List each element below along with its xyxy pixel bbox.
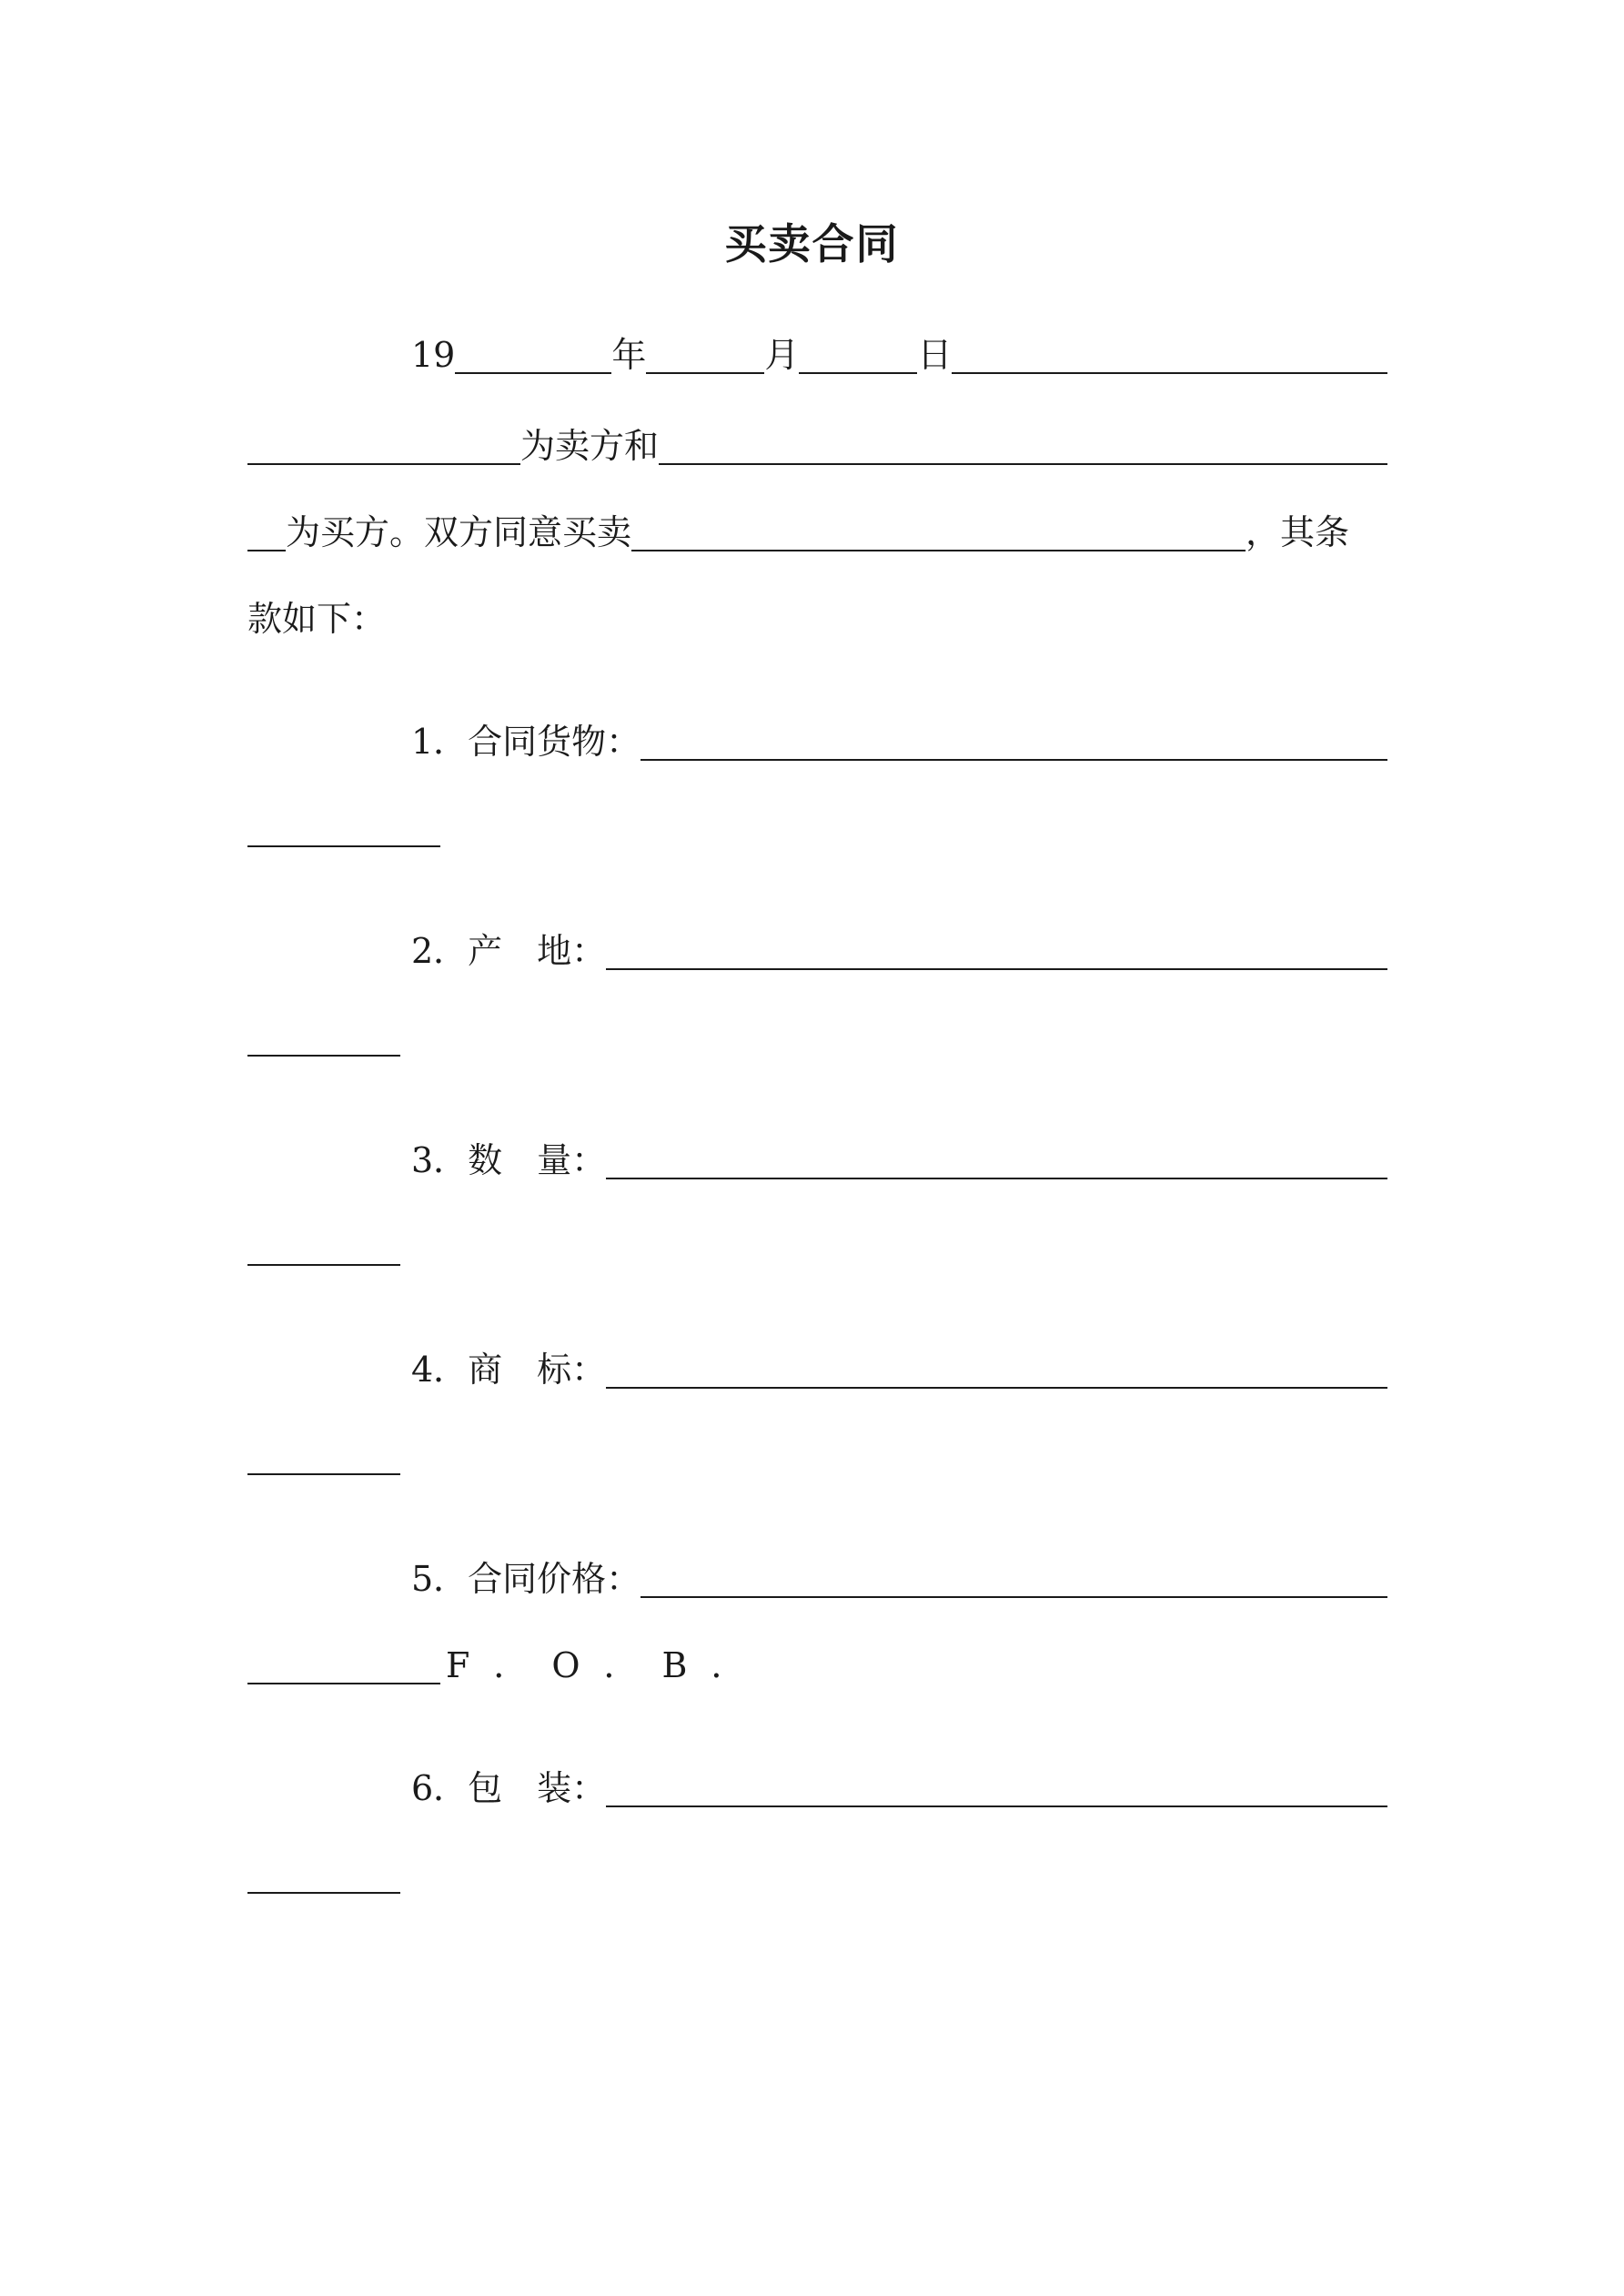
clause-label: 1．合同货物： (411, 722, 641, 762)
clause-blank-continued[interactable] (247, 1224, 400, 1266)
preamble-line-3 (247, 501, 1387, 555)
clause-blank[interactable] (606, 928, 1387, 970)
document-title: 买卖合同 (724, 219, 900, 268)
clause-blank-continued[interactable] (247, 1433, 400, 1475)
month-blank[interactable] (646, 332, 764, 374)
seller-name-blank-1[interactable] (952, 332, 1387, 374)
seller-label: 为卖方和 (520, 426, 660, 466)
clause-1-continuation (247, 796, 1387, 851)
clause-label: 5．合同价格： (411, 1559, 641, 1599)
preamble-line-2 (247, 414, 1387, 469)
year-label: 年 (611, 335, 647, 375)
clause-blank-continued[interactable] (247, 1852, 400, 1894)
fob-label: F．O．B． (446, 1645, 770, 1685)
clause-label: 6．包 装： (411, 1768, 607, 1808)
clause-6 (247, 1756, 1387, 1811)
clause-2-continuation (247, 1006, 1387, 1060)
clause-5 (247, 1547, 1387, 1602)
clause-label: 4．商 标： (411, 1350, 607, 1390)
clause-blank[interactable] (606, 1347, 1387, 1389)
preamble-line-4 (247, 587, 1387, 642)
month-label: 月 (764, 335, 800, 375)
day-label: 日 (917, 335, 953, 375)
clause-3 (247, 1128, 1387, 1183)
clause-blank[interactable] (606, 1138, 1387, 1179)
clause-6-continuation (247, 1843, 1387, 1897)
terms-end-label: 款如下： (247, 599, 387, 639)
buyer-name-blank-2[interactable] (247, 510, 286, 551)
clause-4-continuation (247, 1424, 1387, 1479)
clause-blank-continued[interactable] (247, 1643, 440, 1684)
terms-comma-label: ，其条 (1246, 512, 1350, 552)
clause-2 (247, 919, 1387, 974)
preamble-line-1 (247, 323, 1387, 378)
clause-1 (247, 710, 1387, 764)
clause-3-continuation (247, 1215, 1387, 1269)
day-blank[interactable] (799, 332, 917, 374)
clause-label: 3．数 量： (411, 1140, 607, 1180)
clause-blank[interactable] (606, 1765, 1387, 1807)
clause-blank-continued[interactable] (247, 1015, 400, 1057)
clause-5-continuation (247, 1633, 1387, 1688)
clause-blank-continued[interactable] (247, 805, 440, 847)
goods-blank[interactable] (631, 510, 1246, 551)
clause-blank[interactable] (641, 719, 1387, 761)
buyer-agree-label: 为买方。双方同意买卖 (286, 512, 632, 552)
year-blank[interactable] (455, 332, 611, 374)
buyer-name-blank-1[interactable] (659, 423, 1387, 465)
clause-label: 2．产 地： (411, 931, 607, 971)
clause-4 (247, 1338, 1387, 1392)
year-prefix: 19 (411, 335, 456, 375)
clause-blank[interactable] (641, 1556, 1387, 1598)
seller-name-blank-2[interactable] (247, 423, 520, 465)
